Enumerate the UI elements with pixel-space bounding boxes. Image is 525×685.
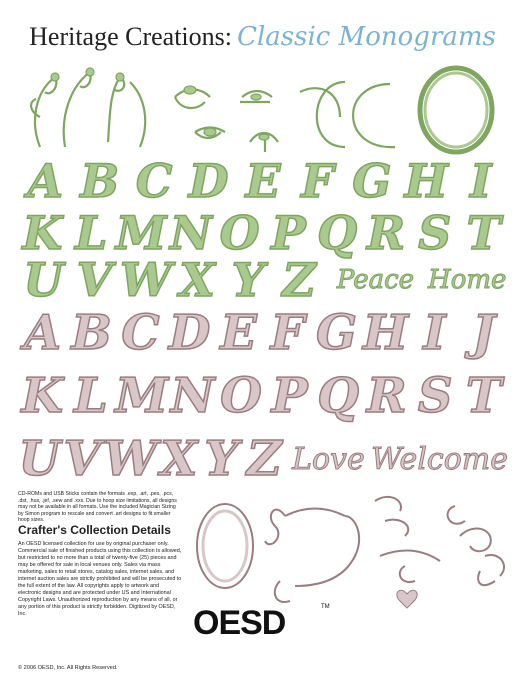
green-letter: N xyxy=(169,206,212,260)
green-word-home: Home xyxy=(428,265,507,295)
mauve-letter: D xyxy=(168,305,211,361)
mauve-frames xyxy=(185,486,525,616)
mauve-letter: H xyxy=(362,305,409,361)
mauve-letter: E xyxy=(220,305,257,361)
details-heading: Crafter's Collection Details xyxy=(18,523,171,537)
green-ornament-row xyxy=(0,62,525,157)
mauve-letter: N xyxy=(170,368,215,424)
mauve-letter: V xyxy=(63,431,101,487)
copyright: © 2006 OESD, Inc. All Rights Reserved. xyxy=(18,665,118,671)
green-letter: X xyxy=(179,253,215,307)
green-letter: E xyxy=(245,154,281,208)
mauve-letter: I xyxy=(423,305,446,361)
mauve-letter: W xyxy=(103,431,158,487)
formats-note: CD-ROMs and USB Sticks contain the formats .exp, .art, .pes, .pcs, .dst, .hus, .jef, .sew and .xxx. Due to hoop size limitations, all designs may not be available in all formats. Use the included Magician Sizing by Simon program to rescale and convert .art designs to fit smaller hoop sizes. xyxy=(18,491,177,524)
mauve-letter: T xyxy=(465,368,502,424)
green-letter: K xyxy=(22,206,63,260)
green-letter: S xyxy=(418,206,452,260)
green-letter: F xyxy=(301,154,334,208)
mauve-letter: Y xyxy=(204,431,239,487)
mauve-letter: F xyxy=(270,305,305,361)
green-letter: M xyxy=(115,206,167,260)
mauve-word-love: Love xyxy=(292,441,365,477)
mauve-letter: P xyxy=(271,368,308,424)
green-letter: A xyxy=(27,154,64,208)
mauve-letter: X xyxy=(160,431,198,487)
green-letter: W xyxy=(119,253,172,307)
green-letter: V xyxy=(76,253,113,307)
green-letter: O xyxy=(219,206,260,260)
page-title xyxy=(0,22,525,52)
mauve-letter: R xyxy=(366,368,407,424)
mauve-row-1 xyxy=(18,302,508,364)
mauve-letter: G xyxy=(316,305,357,361)
oesd-logo xyxy=(193,604,333,640)
green-letter: I xyxy=(469,154,492,208)
mauve-letter: S xyxy=(417,368,453,424)
mauve-letter: C xyxy=(121,305,160,361)
green-row-3 xyxy=(18,252,508,308)
green-letter: H xyxy=(404,154,449,208)
green-letter: C xyxy=(135,154,173,208)
details-body: An OESD licensed collection for use by original purchaser only. Commercial sale of finished products using this collection is allowed, but restricted to no more than a total of twenty-five (25) pieces and may be offered for sale in local venues only. Sales via mass marketing, sales to retail stores, catalog sales, internet sales, and internet auction sales are strictly prohibited and will be prosecuted to the full extent of the law. All copyrights apply to artwork and electronic designs and are protected under US and International Copyright Laws. Unauthorized reproduction by any means of all, or any portion of this product is strictly forbidden. Digitized by OESD, Inc. xyxy=(18,541,182,617)
mauve-letter: K xyxy=(21,368,64,424)
green-letter: Y xyxy=(231,253,265,307)
green-letter: Z xyxy=(282,253,316,307)
green-word-peace: Peace xyxy=(336,265,415,295)
mauve-letter: O xyxy=(220,368,262,424)
green-letter: R xyxy=(366,206,406,260)
oesd-logo-text: OESD xyxy=(193,604,286,642)
mauve-letter: M xyxy=(115,368,169,424)
green-letter: G xyxy=(352,154,392,208)
mauve-word-welcome: Welcome xyxy=(371,441,508,477)
green-letter: Q xyxy=(317,206,358,260)
mauve-letter: B xyxy=(71,305,112,361)
title-script: Classic Monograms xyxy=(237,22,496,52)
mauve-row-3 xyxy=(18,428,508,490)
green-letter: L xyxy=(75,206,108,260)
mauve-letter: J xyxy=(472,305,495,361)
green-letter: B xyxy=(80,154,120,208)
mauve-letter: Z xyxy=(246,431,282,487)
mauve-row-2 xyxy=(18,365,508,427)
mauve-letter: Q xyxy=(317,368,360,424)
green-row-1 xyxy=(18,153,508,209)
mauve-letter: A xyxy=(23,305,62,361)
green-letter: D xyxy=(188,154,229,208)
green-letter: U xyxy=(23,253,64,307)
mauve-letter: L xyxy=(73,368,108,424)
title-main: Heritage Creations: xyxy=(29,22,232,51)
mauve-letter: U xyxy=(18,431,61,487)
green-letter: P xyxy=(271,206,306,260)
oesd-logo-tm: TM xyxy=(321,604,330,610)
green-letter: T xyxy=(466,206,501,260)
